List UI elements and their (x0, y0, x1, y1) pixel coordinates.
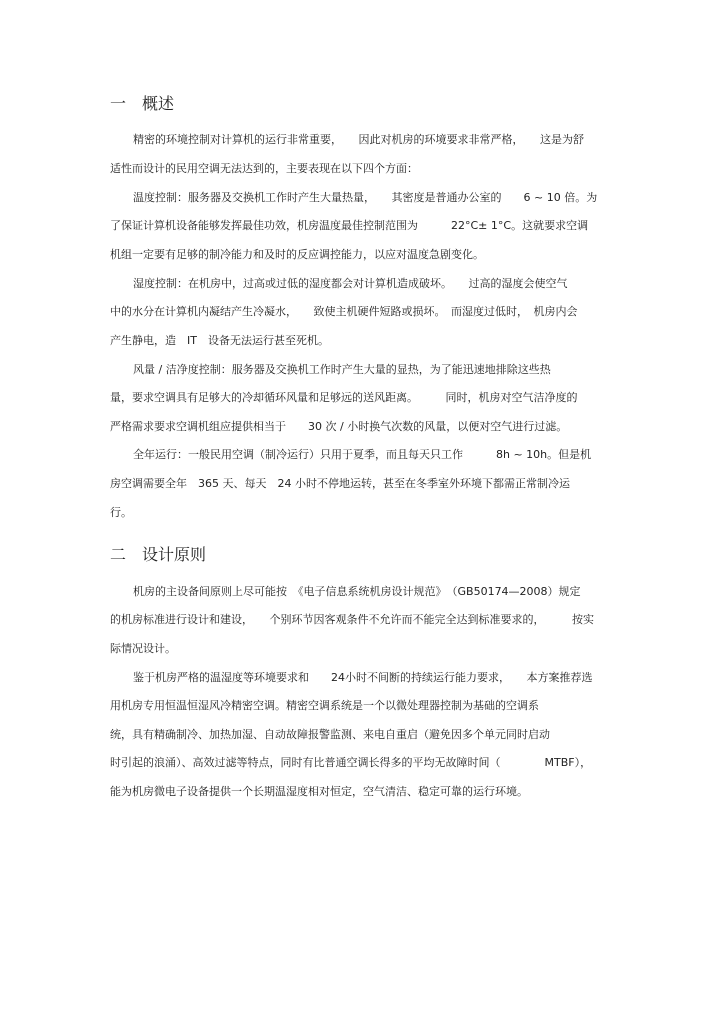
paragraph-line: 能为机房微电子设备提供一个长期温湿度相对恒定，空气清洁、稳定可靠的运行环境。 (110, 785, 528, 798)
paragraph-line: 了保证计算机设备能够发挥最佳功效，机房温度最佳控制范围为 22°C± 1°C。这就要求空调 (110, 219, 589, 232)
paragraph-line: 统，具有精确制冷、加热加湿、自动故障报警监测、来电自重启（避免因多个单元同时启动 (110, 728, 550, 741)
paragraph-line: 产生静电，造 IT 设备无法运行甚至死机。 (110, 334, 329, 347)
paragraph-line: 机房的主设备间原则上尽可能按 《电子信息系统机房设计规范》 （GB50174—2008）规定 (133, 585, 581, 598)
paragraph-line: 适性而设计的民用空调无法达到的，主要表现在以下四个方面： (110, 162, 418, 175)
paragraph-line: 湿度控制：在机房中，过高或过低的湿度都会对计算机造成破坏。 过高的湿度会使空气 (133, 277, 568, 290)
section-1-heading: 一 概述 (110, 94, 175, 113)
paragraph-line: 风量 / 洁净度控制：服务器及交换机工作时产生大量的显热，为了能迅速地排除这些热 (133, 363, 551, 376)
paragraph-line: 的机房标准进行设计和建设， 个别环节因客观条件不允许而不能完全达到标准要求的， 按实 (110, 613, 594, 626)
paragraph-line: 严格需求要求空调机组应提供相当于 30 次 / 小时换气次数的风量，以便对空气进行过滤。 (110, 420, 568, 433)
paragraph-line: 行。 (110, 506, 132, 519)
paragraph-line: 中的水分在计算机内凝结产生冷凝水， 致使主机硬件短路或损坏。 而湿度过低时， 机房内会 (110, 305, 578, 318)
paragraph-line: 机组一定要有足够的制冷能力和及时的反应调控能力，以应对温度急剧变化。 (110, 248, 484, 261)
section-2-heading: 二 设计原则 (110, 545, 207, 564)
paragraph-line: 全年运行：一般民用空调（制冷运行）只用于夏季，而且每天只工作 8h ~ 10h。但是机 (133, 448, 592, 461)
paragraph-line: 鉴于机房严格的温湿度等环境要求和 24小时不间断的持续运行能力要求， 本方案推荐选 (133, 671, 593, 684)
paragraph-line: 时引起的浪涌）、高效过滤等特点，同时有比普通空调长得多的平均无故障时间（ MTBF）， (110, 756, 592, 769)
paragraph-line: 精密的环境控制对计算机的运行非常重要， 因此对机房的环境要求非常严格， 这是为舒 (133, 133, 584, 146)
paragraph-line: 温度控制：服务器及交换机工作时产生大量热量， 其密度是普通办公室的 6 ~ 10 倍。为 (133, 191, 598, 204)
paragraph-line: 量，要求空调具有足够大的冷却循环风量和足够远的送风距离。 同时，机房对空气洁净度的 (110, 391, 578, 404)
paragraph-line: 际情况设计。 (110, 642, 176, 655)
paragraph-line: 用机房专用恒温恒湿风冷精密空调。精密空调系统是一个以微处理器控制为基础的空调系 (110, 699, 539, 712)
paragraph-line: 房空调需要全年 365 天、每天 24 小时不停地运转，甚至在冬季室外环境下都需正常制冷运 (110, 477, 570, 490)
